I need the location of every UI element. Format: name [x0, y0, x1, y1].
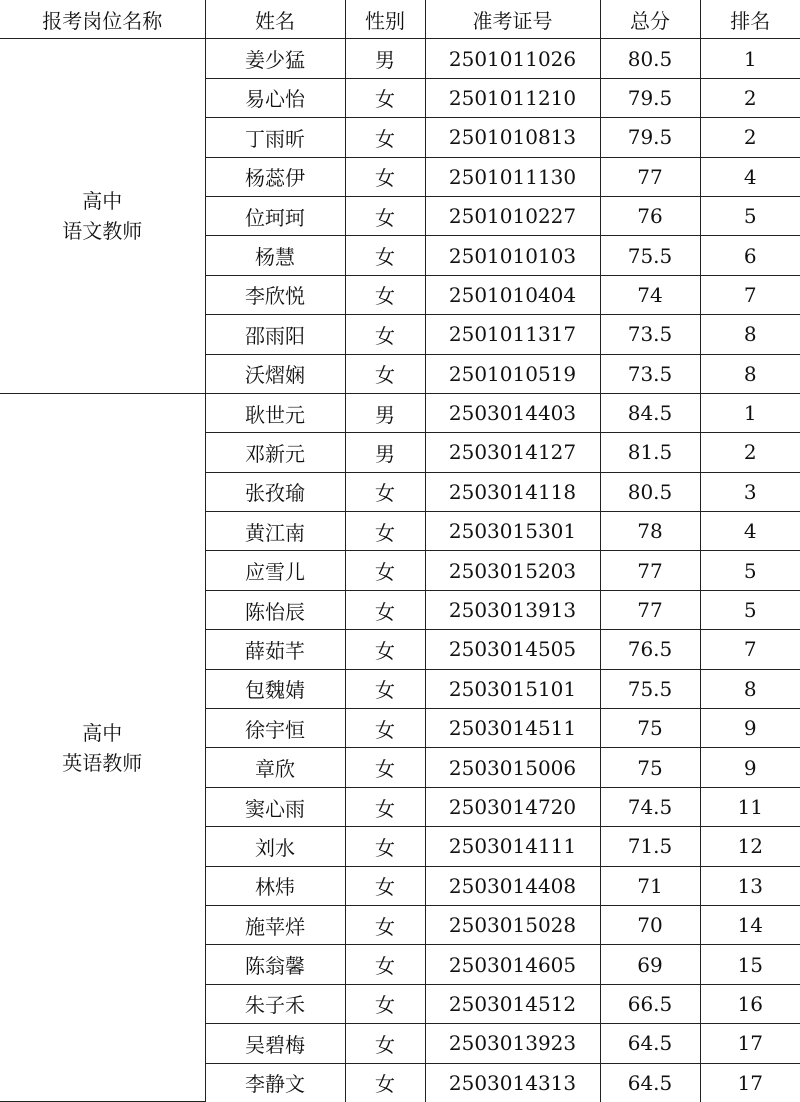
total-score-cell: 79.5: [600, 118, 700, 157]
gender-cell: 女: [345, 984, 425, 1023]
gender-cell: 女: [345, 275, 425, 314]
exam-id-cell: 2503015101: [425, 669, 600, 708]
header-row: [0, 0, 800, 39]
rank-cell: 9: [700, 748, 800, 787]
table-row: [0, 393, 800, 432]
name-cell: 黄江南: [205, 512, 345, 551]
exam-id-cell: 2503014118: [425, 472, 600, 511]
name-cell: 刘水: [205, 827, 345, 866]
rank-cell: 5: [700, 551, 800, 590]
gender-cell: 女: [345, 630, 425, 669]
exam-id-cell: 2503014505: [425, 630, 600, 669]
exam-id-cell: 2503014408: [425, 866, 600, 905]
rank-cell: 14: [700, 905, 800, 944]
gender-cell: 女: [345, 1024, 425, 1063]
post-name-line: 英语教师: [62, 750, 143, 775]
name-cell: 沃熠娴: [205, 354, 345, 393]
gender-cell: 女: [345, 709, 425, 748]
name-cell: 吴碧梅: [205, 1024, 345, 1063]
rank-cell: 17: [700, 1024, 800, 1063]
gender-cell: 女: [345, 787, 425, 826]
gender-cell: 女: [345, 236, 425, 275]
exam-id-cell: 2503014605: [425, 945, 600, 984]
gender-cell: 女: [345, 157, 425, 196]
exam-id-cell: 2503014313: [425, 1063, 600, 1102]
exam-id-cell: 2503014512: [425, 984, 600, 1023]
rank-cell: 13: [700, 866, 800, 905]
rank-cell: 16: [700, 984, 800, 1023]
total-score-cell: 75: [600, 748, 700, 787]
total-score-cell: 80.5: [600, 39, 700, 78]
total-score-cell: 79.5: [600, 78, 700, 117]
name-cell: 位珂珂: [205, 196, 345, 235]
name-cell: 李欣悦: [205, 275, 345, 314]
gender-cell: 女: [345, 669, 425, 708]
name-cell: 徐宇恒: [205, 709, 345, 748]
rank-cell: 2: [700, 78, 800, 117]
total-score-cell: 73.5: [600, 315, 700, 354]
rank-cell: 17: [700, 1063, 800, 1102]
rank-cell: 7: [700, 275, 800, 314]
name-cell: 薛茹芊: [205, 630, 345, 669]
gender-cell: 女: [345, 354, 425, 393]
gender-cell: 女: [345, 315, 425, 354]
rank-cell: 12: [700, 827, 800, 866]
name-cell: 施苹烊: [205, 905, 345, 944]
total-score-cell: 80.5: [600, 472, 700, 511]
rank-cell: 2: [700, 118, 800, 157]
post-name-line: 高中: [82, 189, 123, 214]
gender-cell: 男: [345, 39, 425, 78]
name-cell: 邵雨阳: [205, 315, 345, 354]
total-score-cell: 70: [600, 905, 700, 944]
exam-id-cell: 2501010519: [425, 354, 600, 393]
rank-cell: 5: [700, 590, 800, 629]
total-score-cell: 71.5: [600, 827, 700, 866]
gender-cell: 女: [345, 1063, 425, 1102]
gender-cell: 男: [345, 393, 425, 432]
header-name: 姓名: [205, 0, 345, 39]
header-post: 报考岗位名称: [0, 0, 205, 39]
header-total-score: 总分: [600, 0, 700, 39]
gender-cell: 女: [345, 78, 425, 117]
exam-id-cell: 2503015301: [425, 512, 600, 551]
name-cell: 杨慧: [205, 236, 345, 275]
table-row: [0, 39, 800, 78]
exam-id-cell: 2503014511: [425, 709, 600, 748]
name-cell: 应雪儿: [205, 551, 345, 590]
exam-id-cell: 2503014720: [425, 787, 600, 826]
exam-id-cell: 2501010227: [425, 196, 600, 235]
total-score-cell: 75.5: [600, 669, 700, 708]
name-cell: 窦心雨: [205, 787, 345, 826]
header-rank: 排名: [700, 0, 800, 39]
name-cell: 邓新元: [205, 433, 345, 472]
gender-cell: 女: [345, 551, 425, 590]
exam-id-cell: 2503014111: [425, 827, 600, 866]
gender-cell: 女: [345, 118, 425, 157]
header-gender: 性别: [345, 0, 425, 39]
total-score-cell: 77: [600, 157, 700, 196]
name-cell: 朱子禾: [205, 984, 345, 1023]
gender-cell: 女: [345, 590, 425, 629]
exam-id-cell: 2501011317: [425, 315, 600, 354]
rank-cell: 15: [700, 945, 800, 984]
total-score-cell: 84.5: [600, 393, 700, 432]
rank-cell: 8: [700, 315, 800, 354]
post-name-cell: [0, 39, 205, 394]
total-score-cell: 76.5: [600, 630, 700, 669]
name-cell: 杨蕊伊: [205, 157, 345, 196]
total-score-cell: 69: [600, 945, 700, 984]
header-exam-id: 准考证号: [425, 0, 600, 39]
name-cell: 陈怡辰: [205, 590, 345, 629]
gender-cell: 女: [345, 196, 425, 235]
exam-id-cell: 2501011130: [425, 157, 600, 196]
rank-cell: 1: [700, 39, 800, 78]
name-cell: 易心怡: [205, 78, 345, 117]
name-cell: 丁雨昕: [205, 118, 345, 157]
name-cell: 张孜瑜: [205, 472, 345, 511]
gender-cell: 男: [345, 433, 425, 472]
total-score-cell: 71: [600, 866, 700, 905]
name-cell: 李静文: [205, 1063, 345, 1102]
total-score-cell: 74.5: [600, 787, 700, 826]
total-score-cell: 75: [600, 709, 700, 748]
rank-cell: 4: [700, 512, 800, 551]
exam-id-cell: 2503013923: [425, 1024, 600, 1063]
total-score-cell: 78: [600, 512, 700, 551]
post-name-cell: [0, 393, 205, 1102]
rank-cell: 9: [700, 709, 800, 748]
total-score-cell: 77: [600, 551, 700, 590]
gender-cell: 女: [345, 866, 425, 905]
total-score-cell: 76: [600, 196, 700, 235]
exam-id-cell: 2503015203: [425, 551, 600, 590]
rank-cell: 1: [700, 393, 800, 432]
name-cell: 姜少猛: [205, 39, 345, 78]
exam-id-cell: 2503015028: [425, 905, 600, 944]
rank-cell: 11: [700, 787, 800, 826]
exam-id-cell: 2503015006: [425, 748, 600, 787]
total-score-cell: 66.5: [600, 984, 700, 1023]
exam-id-cell: 2501011210: [425, 78, 600, 117]
gender-cell: 女: [345, 512, 425, 551]
gender-cell: 女: [345, 748, 425, 787]
exam-id-cell: 2501010813: [425, 118, 600, 157]
gender-cell: 女: [345, 472, 425, 511]
gender-cell: 女: [345, 945, 425, 984]
name-cell: 陈翁馨: [205, 945, 345, 984]
exam-id-cell: 2501010103: [425, 236, 600, 275]
rank-cell: 3: [700, 472, 800, 511]
name-cell: 耿世元: [205, 393, 345, 432]
exam-id-cell: 2503014403: [425, 393, 600, 432]
gender-cell: 女: [345, 827, 425, 866]
total-score-cell: 75.5: [600, 236, 700, 275]
total-score-cell: 77: [600, 590, 700, 629]
exam-id-cell: 2503013913: [425, 590, 600, 629]
total-score-cell: 73.5: [600, 354, 700, 393]
total-score-cell: 81.5: [600, 433, 700, 472]
exam-id-cell: 2503014127: [425, 433, 600, 472]
total-score-cell: 64.5: [600, 1063, 700, 1102]
name-cell: 林炜: [205, 866, 345, 905]
gender-cell: 女: [345, 905, 425, 944]
exam-id-cell: 2501010404: [425, 275, 600, 314]
rank-cell: 8: [700, 669, 800, 708]
name-cell: 包魏婧: [205, 669, 345, 708]
total-score-cell: 74: [600, 275, 700, 314]
post-name-line: 高中: [82, 720, 123, 745]
rank-cell: 5: [700, 196, 800, 235]
rank-cell: 4: [700, 157, 800, 196]
rank-cell: 2: [700, 433, 800, 472]
name-cell: 章欣: [205, 748, 345, 787]
post-name-line: 语文教师: [62, 219, 143, 244]
rank-cell: 6: [700, 236, 800, 275]
total-score-cell: 64.5: [600, 1024, 700, 1063]
rank-cell: 8: [700, 354, 800, 393]
exam-id-cell: 2501011026: [425, 39, 600, 78]
rank-cell: 7: [700, 630, 800, 669]
